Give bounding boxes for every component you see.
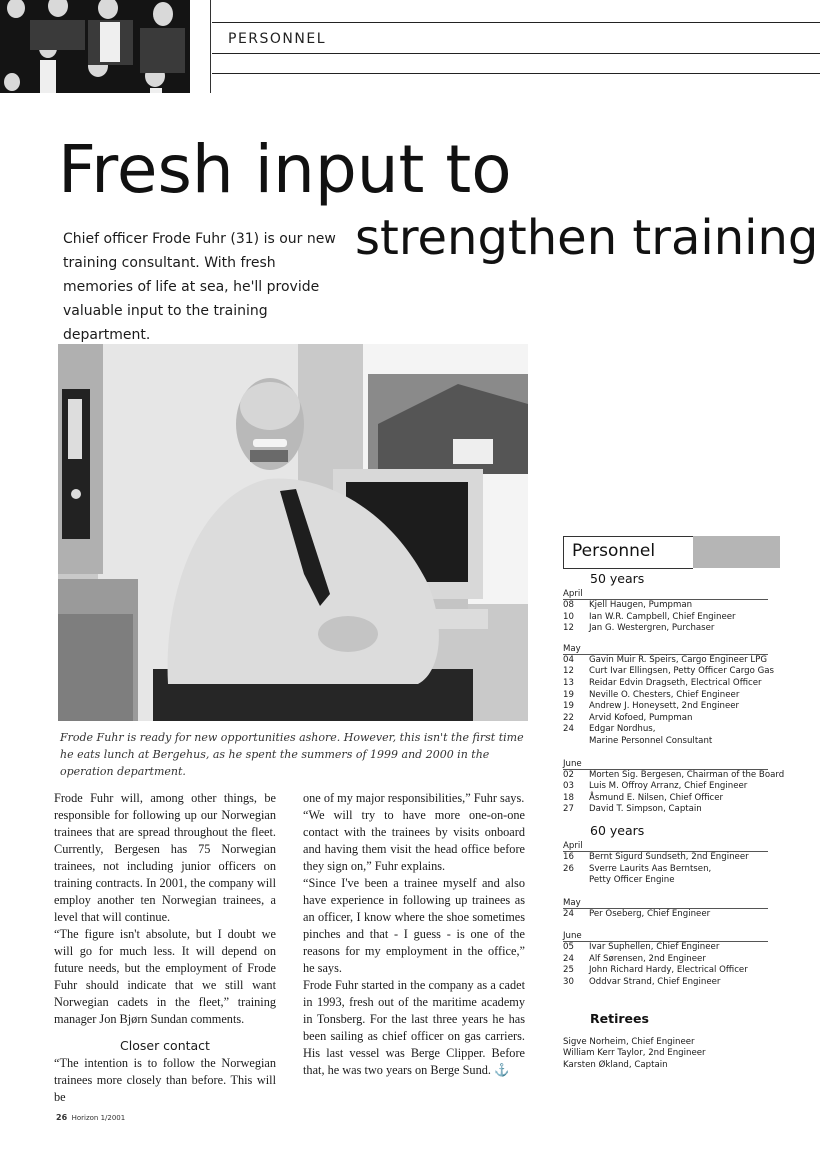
lead-paragraph: Chief officer Frode Fuhr (31) is our new training consultant. With fresh memories of life at sea, he'll provide valuable input to the training department. — [63, 231, 336, 343]
anniversary-name: Ian W.R. Campbell, Chief Engineer — [589, 611, 736, 622]
anniversary-name: Marine Personnel Consultant — [589, 735, 713, 746]
body-paragraph: “Since I've been a trainee myself and also have experience in following up trainees as an officer, I know where the shoe sometimes pinches and that - I guess - is one of the reasons for my employment in the office,” he says. — [303, 876, 525, 975]
anniversary-day: 05 — [563, 942, 574, 953]
anniversary-name: Arvid Kofoed, Pumpman — [589, 712, 693, 723]
anniversary-row — [563, 942, 778, 954]
personnel-list — [563, 571, 785, 1071]
anniversary-group — [563, 769, 785, 816]
end-mark-icon: ⚓ — [494, 1063, 510, 1077]
anniversary-row — [563, 713, 778, 725]
anniversary-day: 03 — [563, 781, 574, 792]
page-footer — [56, 1113, 125, 1122]
body-column-2 — [303, 790, 525, 1079]
body-paragraph — [303, 977, 525, 1079]
group-photo-illustration — [0, 0, 190, 93]
anniversary-row — [563, 600, 778, 612]
anniversary-day: 12 — [563, 666, 574, 677]
personnel-title-rule — [563, 536, 564, 568]
retiree-row: Karsten Økland, Captain — [563, 1059, 668, 1070]
anniversary-row — [563, 864, 778, 876]
month-label: June — [563, 758, 582, 769]
anniversary-name: Jan G. Westergren, Purchaser — [589, 623, 715, 634]
body-paragraph: “The figure isn't absolute, but I doubt we will go for much less. It will depend on future needs, but the employment of Frode Fuhr should indicate that we still want Norwegian cadets in the fleet,” training manager Jon Bjørn Sundan comments. — [54, 927, 276, 1026]
body-paragraph: “We will try to have more one-on-one contact with the trainees by visits onboard and having them visit the head office before they sign on,” Fuhr explains. — [303, 808, 525, 873]
anniversary-day: 22 — [563, 712, 574, 723]
anniversary-row — [563, 977, 778, 989]
anniversary-row — [563, 724, 778, 736]
portrait-photo — [58, 344, 528, 721]
portrait-illustration — [58, 344, 528, 721]
anniversary-day: 10 — [563, 611, 574, 622]
retiree-row: Sigve Norheim, Chief Engineer — [563, 1036, 695, 1047]
anniversary-name: Reidar Edvin Dragseth, Electrical Officer — [589, 677, 762, 688]
anniversary-day: 27 — [563, 804, 574, 815]
anniversary-row — [563, 678, 778, 690]
anniversary-name: Gavin Muir R. Speirs, Cargo Engineer LPG — [589, 654, 768, 665]
month-label: May — [563, 643, 581, 654]
anniversary-name: Morten Sig. Bergesen, Chairman of the Board — [589, 769, 785, 780]
anniversary-day: 24 — [563, 908, 574, 919]
month-label: May — [563, 897, 581, 908]
anniversary-row — [563, 623, 778, 635]
anniversary-name: Petty Officer Engine — [589, 875, 675, 886]
anniversary-row — [563, 804, 778, 816]
anniversary-row — [563, 954, 778, 966]
anniversary-name: Ivar Suphellen, Chief Engineer — [589, 942, 720, 953]
anniversary-day: 12 — [563, 623, 574, 634]
anniversary-row — [563, 909, 778, 921]
anniversary-row — [563, 793, 778, 805]
anniversary-name: Neville O. Chesters, Chief Engineer — [589, 689, 740, 700]
personnel-title-shade — [693, 536, 780, 568]
anniversary-name: Åsmund E. Nilsen, Chief Officer — [589, 792, 724, 803]
headline-line-1: Fresh input to — [58, 131, 512, 208]
anniversary-row — [563, 701, 778, 713]
anniversary-row — [563, 690, 778, 702]
section-label: PERSONNEL — [228, 31, 327, 47]
header-rule-middle — [212, 53, 820, 54]
subheading-closer-contact: Closer contact — [120, 1038, 210, 1053]
anniversary-group — [563, 942, 778, 988]
anniversary-name: Edgar Nordhus, — [589, 724, 656, 735]
anniversary-day: 26 — [563, 863, 574, 874]
anniversary-row — [563, 655, 778, 667]
anniversary-name: Andrew J. Honeysett, 2nd Engineer — [589, 701, 740, 712]
anniversary-name: Per Oseberg, Chief Engineer — [589, 908, 711, 919]
anniversary-name: David T. Simpson, Captain — [589, 804, 702, 815]
anniversary-name: Kjell Haugen, Pumpman — [589, 600, 693, 610]
personnel-title: Personnel — [572, 541, 656, 561]
body-paragraph: “The intention is to follow the Norwegian trainees more closely than before. This will be — [54, 1056, 276, 1104]
anniversary-day: 24 — [563, 724, 574, 735]
personnel-title-box — [563, 536, 693, 569]
anniversary-day: 24 — [563, 953, 574, 964]
body-paragraph: one of my major responsibilities,” Fuhr says. — [303, 791, 525, 805]
header-rule-top — [212, 22, 820, 23]
header-divider — [210, 0, 211, 93]
anniversary-row — [563, 612, 778, 624]
photo-caption: Frode Fuhr is ready for new opportunities ashore. However, this isn't the first time he eats lunch at Bergehus, as he spent the summers of 1999 and 2000 in the operation department. — [60, 731, 524, 778]
anniversary-row — [563, 736, 778, 748]
heading-50-years: 50 years — [590, 571, 645, 586]
anniversary-row — [563, 769, 785, 782]
month-label: June — [563, 931, 582, 942]
anniversary-day: 16 — [563, 851, 574, 862]
anniversary-row — [563, 852, 778, 864]
anniversary-name: Alf Sørensen, 2nd Engineer — [589, 953, 706, 964]
publication-name: Horizon 1/2001 — [71, 1114, 126, 1122]
anniversary-day: 08 — [563, 600, 574, 610]
anniversary-day: 19 — [563, 701, 574, 712]
retiree-row: William Kerr Taylor, 2nd Engineer — [563, 1048, 706, 1059]
anniversary-day: 30 — [563, 977, 574, 988]
anniversary-group — [563, 655, 778, 748]
anniversary-day: 02 — [563, 769, 574, 780]
header-group-photo — [0, 0, 190, 93]
page-number: 26 — [56, 1113, 68, 1122]
personnel-title-rule-top — [563, 536, 693, 537]
anniversary-row — [563, 666, 778, 678]
body-column-1 — [54, 790, 276, 1106]
anniversary-day: 13 — [563, 677, 574, 688]
month-label: April — [563, 840, 583, 851]
anniversary-name: Bernt Sigurd Sundseth, 2nd Engineer — [589, 851, 749, 862]
retirees-list — [563, 1037, 778, 1072]
anniversary-group — [563, 852, 778, 887]
anniversary-name: Curt Ivar Ellingsen, Petty Officer Cargo Gas — [589, 666, 774, 677]
anniversary-row — [563, 875, 778, 887]
anniversary-row — [563, 781, 778, 793]
body-paragraph-text: Frode Fuhr started in the company as a cadet in 1993, fresh out of the maritime academy in Tonsberg. For the last three years he has been sailing as chief officer on gas carriers. His last vessel was Berge Clipper. Before that, he was two years on Berge Sund. — [303, 978, 525, 1077]
header-rule-bottom — [212, 73, 820, 74]
anniversary-day: 18 — [563, 792, 574, 803]
anniversary-name: Sverre Laurits Aas Berntsen, — [589, 863, 712, 874]
anniversary-name: Luis M. Offroy Arranz, Chief Engineer — [589, 781, 748, 792]
heading-60-years: 60 years — [590, 822, 645, 838]
anniversary-group — [563, 909, 778, 921]
heading-retirees: Retirees — [590, 1010, 649, 1026]
anniversary-name: Oddvar Strand, Chief Engineer — [589, 977, 721, 988]
anniversary-day: 19 — [563, 689, 574, 700]
anniversary-row — [563, 965, 778, 977]
anniversary-day: 25 — [563, 965, 574, 976]
body-paragraph: Frode Fuhr will, among other things, be responsible for following up our Norwegian trainees that are spread throughout the fleet. Currently, Bergesen has 75 Norwegian trainees, not including junior officers on training contracts. In 2001, the company will employ another ten Norwegian trainees, a level that will continue. — [54, 791, 276, 924]
anniversary-name: John Richard Hardy, Electrical Officer — [589, 965, 748, 976]
headline-line-2: strengthen training — [355, 210, 819, 266]
anniversary-day: 04 — [563, 654, 574, 665]
month-label: April — [563, 589, 583, 599]
anniversary-group — [563, 600, 778, 635]
